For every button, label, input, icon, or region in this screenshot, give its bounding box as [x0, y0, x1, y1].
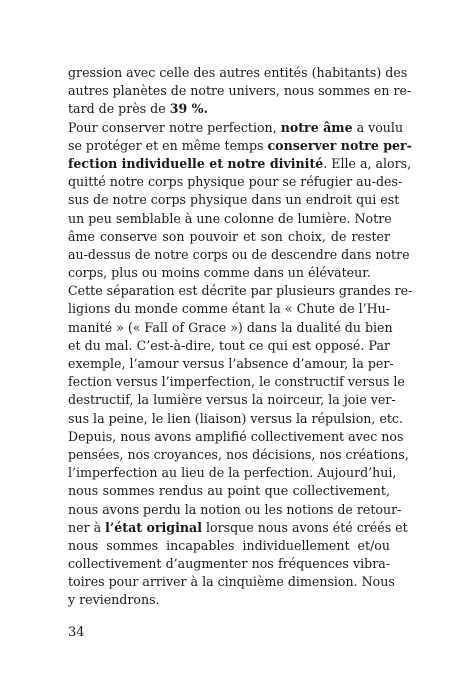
text-run: gression avec celle des autres entités (habitants) des: [68, 65, 408, 80]
text-run: âme conserve son pouvoir et son choix, de rester: [68, 228, 390, 244]
text-run: au-dessus de notre corps ou de descendre dans notre: [68, 246, 410, 262]
bold-text: notre âme: [280, 119, 353, 135]
text-line: [68, 464, 397, 482]
text-run: Cette séparation est décrite par plusieurs grandes re-: [68, 283, 413, 299]
text-line: [68, 155, 412, 173]
text-line: [68, 428, 404, 446]
text-run: a voulu: [352, 119, 404, 135]
text-run: nous sommes rendus au point que collectivement,: [68, 483, 390, 499]
text-line: [68, 100, 390, 118]
text-line: [68, 82, 412, 100]
text-line: [68, 64, 408, 82]
paragraph: [68, 64, 412, 119]
paragraph: [68, 119, 412, 283]
text-line: [68, 555, 390, 573]
text-line: [68, 573, 395, 591]
text-run: tard de près de: [68, 101, 170, 117]
text-line: [68, 319, 393, 337]
text-line: [68, 337, 390, 355]
text-line: [68, 537, 390, 555]
text-run: lorsque nous avons été créés et: [201, 519, 408, 535]
text-line: [68, 246, 410, 264]
text-line: [68, 410, 403, 428]
text-line: [68, 173, 403, 191]
text-line: [68, 591, 390, 609]
text-run: sus la peine, le lien (liaison) versus la répulsion, etc.: [68, 410, 403, 426]
bold-text: 39 %.: [169, 101, 208, 117]
text-line: [68, 191, 400, 209]
text-line: [68, 373, 405, 391]
body-text: [68, 64, 413, 610]
text-line: [68, 391, 396, 409]
text-line: [68, 119, 404, 137]
text-run: Depuis, nous avons amplifié collectivement avec nos: [68, 428, 404, 444]
text-run: autres planètes de notre univers, nous sommes en re-: [68, 83, 412, 99]
text-run: se protéger et en même temps: [68, 137, 268, 153]
text-run: exemple, l’amour versus l’absence d’amour, la per-: [68, 356, 394, 371]
text-line: [68, 446, 409, 464]
text-run: toires pour arriver à la cinquième dimension. Nous: [68, 574, 395, 590]
text-line: [68, 210, 390, 228]
text-run: ligions du monde comme étant la « Chute de l’Hu-: [68, 301, 390, 317]
text-run: quitté notre corps physique pour se réfugier au-des-: [68, 174, 403, 190]
text-run: corps, plus ou moins comme dans un élévateur.: [68, 265, 371, 281]
text-run: pensées, nos croyances, nos décisions, nos créations,: [68, 446, 409, 462]
text-run: y reviendrons.: [68, 592, 160, 608]
text-run: un peu semblable à une colonne de lumière. Notre: [68, 210, 392, 226]
bold-text: l’état original: [105, 519, 202, 535]
text-run: manité » (« Fall of Grace ») dans la dualité du bien: [68, 319, 393, 335]
text-run: Pour conserver notre perfection,: [68, 119, 281, 135]
page-number: 34: [68, 625, 85, 640]
text-run: et du mal. C’est-à-dire, tout ce qui est opposé. Par: [68, 337, 390, 353]
text-line: [68, 519, 408, 537]
text-run: destructif, la lumière versus la noirceur, la joie ver-: [68, 392, 396, 408]
text-line: [68, 300, 390, 318]
text-run: nous avons perdu la notion ou les notions de retour-: [68, 501, 402, 517]
text-run: l’imperfection au lieu de la perfection. Aujourd’hui,: [68, 465, 397, 481]
text-line: [68, 501, 402, 519]
text-run: sus de notre corps physique dans un endroit qui est: [68, 192, 400, 208]
bold-text: conserver notre per-: [267, 137, 412, 153]
text-run: . Elle a, alors,: [323, 155, 412, 171]
text-run: ner à: [68, 519, 106, 535]
text-line: [68, 264, 390, 282]
text-line: [68, 137, 412, 155]
text-line: [68, 482, 390, 500]
text-run: collectivement d’augmenter nos fréquences vibra-: [68, 556, 390, 572]
bold-text: fection individuelle et notre divinité: [68, 155, 324, 171]
text-run: nous sommes incapables individuellement et/ou: [68, 537, 390, 553]
text-line: [68, 228, 390, 246]
text-run: fection versus l’imperfection, le constructif versus le: [68, 374, 405, 390]
paragraph: [68, 282, 413, 609]
text-line: [68, 355, 394, 373]
text-line: [68, 282, 413, 300]
